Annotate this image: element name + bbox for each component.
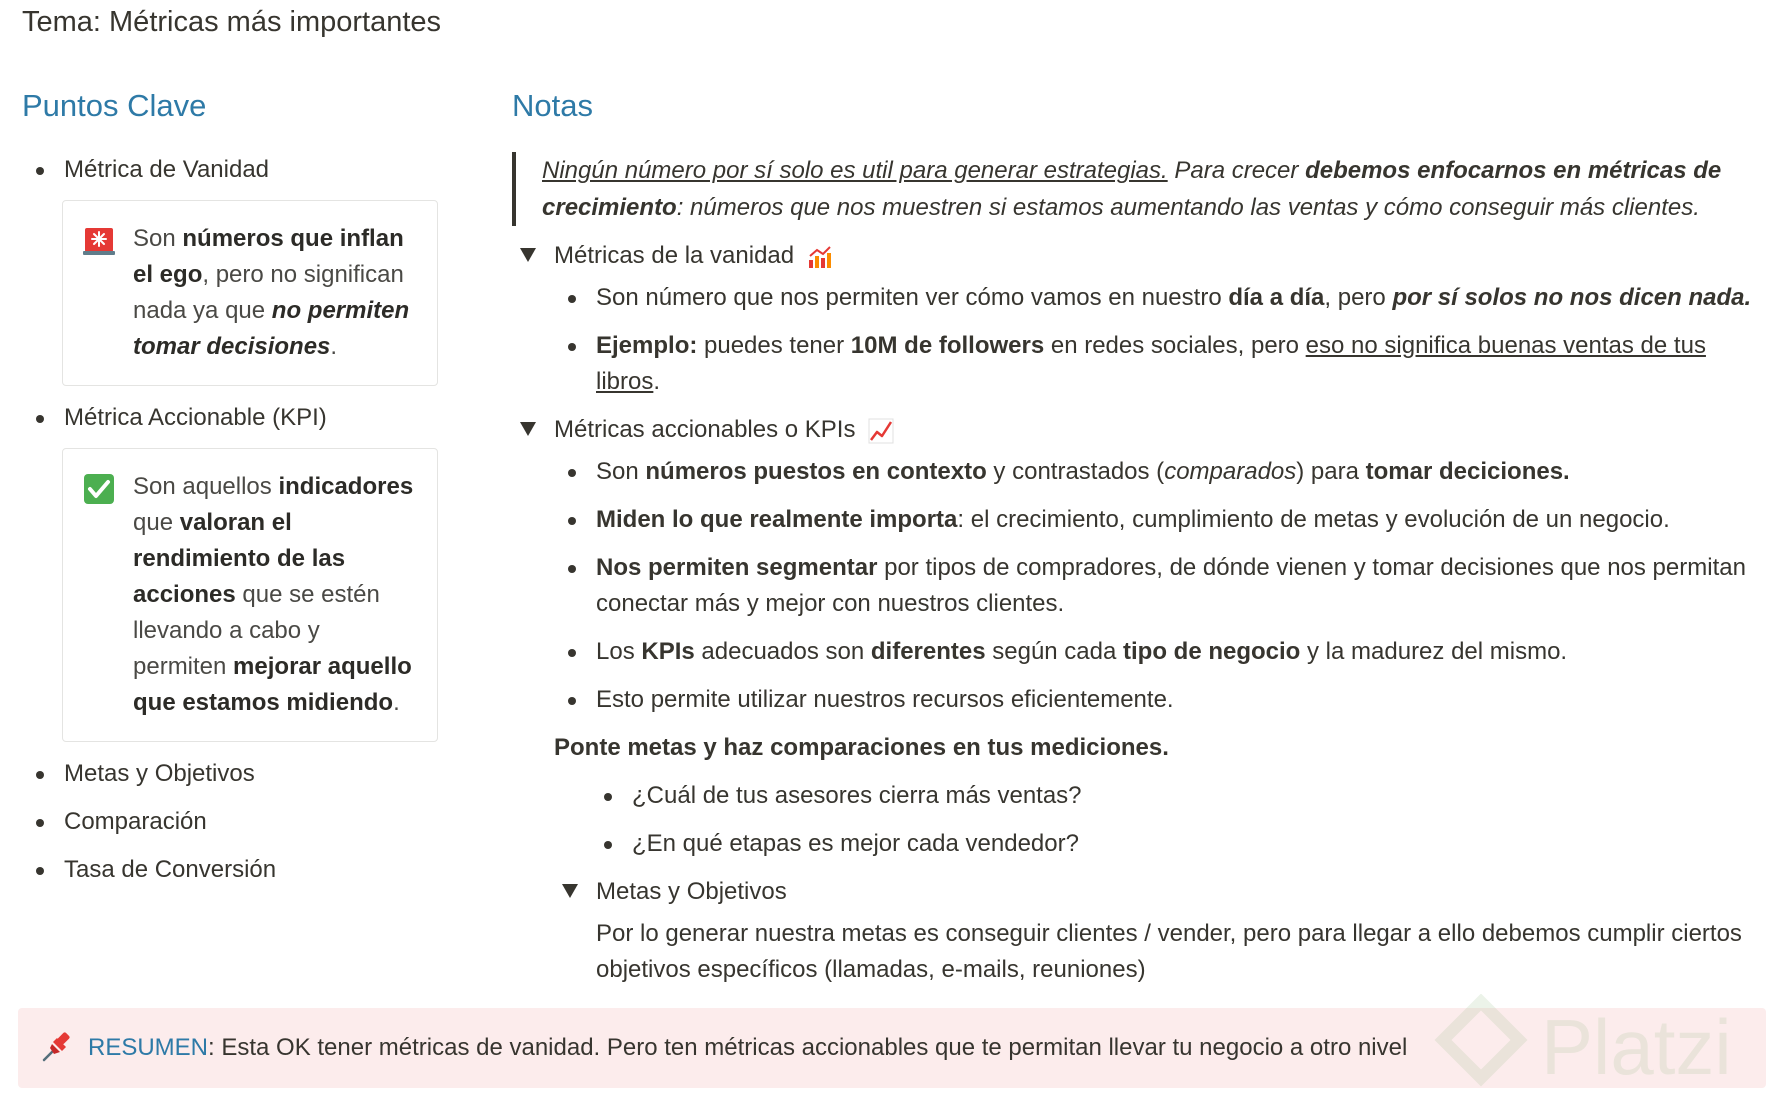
list-item: Esto permite utilizar nuestros recursos eficientemente. — [554, 682, 1752, 718]
callout-text: Son — [133, 225, 183, 252]
watermark-text: Platzi — [1541, 1003, 1732, 1091]
platzi-logo-icon — [1431, 994, 1531, 1094]
toggle-goals[interactable] — [554, 874, 1752, 910]
toggle-label: Métricas de la vanidad — [554, 242, 795, 269]
callout-text: que se estén llevando a cabo y permiten — [133, 581, 380, 680]
notes-heading: Notas — [512, 88, 593, 123]
quote-block — [512, 152, 1752, 226]
list-item: Son número que nos permiten ver cómo vamos en nuestro día a día, pero por sí solos no nos dicen nada. — [554, 280, 1752, 316]
summary-label: RESUMEN — [88, 1034, 209, 1061]
goals-toggle-wrapper — [512, 874, 1752, 988]
callout-text: Son aquellos — [133, 473, 279, 500]
notes-section — [512, 152, 1752, 1000]
list-item: Metas y Objetivos — [22, 756, 452, 792]
toggle-triangle-icon[interactable] — [562, 884, 578, 898]
quote-text: : números que nos muestren si estamos aumentando las ventas y cómo conseguir más clientes. — [676, 194, 1700, 221]
platzi-watermark — [1431, 994, 1761, 1094]
callout-bold: mejorar aquello que estamos midiendo — [133, 653, 412, 716]
list-item: Tasa de Conversión — [22, 852, 452, 888]
questions-list — [512, 778, 1752, 862]
callout-bold: indicadores — [278, 473, 414, 500]
callout-text: . — [393, 689, 400, 716]
page-title: Tema: Métricas más importantes — [22, 6, 442, 38]
list-item: Los KPIs adecuados son diferentes según cada tipo de negocio y la madurez del mismo. — [554, 634, 1752, 670]
callout-vanity — [62, 200, 438, 386]
callout-kpi — [62, 448, 438, 742]
list-item: Métrica de Vanidad — [22, 152, 452, 188]
toggle-kpi-metrics[interactable] — [512, 412, 1752, 448]
callout-bold-italic: no permiten tomar decisiones — [133, 297, 410, 360]
quote-underlined: Ningún número por sí solo es util para generar estrategias. — [542, 157, 1168, 184]
callout-bold: números que inflan el ego — [133, 225, 404, 288]
list-item: Nos permiten segmentar por tipos de compradores, de dónde vienen y tomar decisiones que nos permitan conectar más y mejor con nuestros clientes. — [554, 550, 1752, 622]
toggle-label: Métricas accionables o KPIs — [554, 416, 856, 443]
key-points-list — [22, 152, 452, 900]
summary-body: : Esta OK tener métricas de vanidad. Pero ten métricas accionables que te permitan llevar tu negocio a otro nivel — [208, 1034, 1408, 1061]
toggle-label: Metas y Objetivos — [596, 878, 787, 905]
callout-text: , pero no significan nada ya que — [133, 261, 404, 324]
toggle-vanity-metrics[interactable] — [512, 238, 1752, 274]
quote-text: Para crecer — [1167, 157, 1306, 184]
list-item: Miden lo que realmente importa: el crecimiento, cumplimiento de metas y evolución de un negocio. — [554, 502, 1752, 538]
callout-text: . — [330, 333, 338, 360]
chart-increasing-icon — [868, 418, 894, 444]
list-item: Son números puestos en contexto y contrastados (comparados) para tomar deciciones. — [554, 454, 1752, 490]
pushpin-icon — [40, 1030, 74, 1064]
toggle-triangle-icon[interactable] — [520, 422, 536, 436]
vanity-list — [512, 280, 1752, 400]
list-item: ¿Cuál de tus asesores cierra más ventas? — [590, 778, 1752, 814]
list-item: ¿En qué etapas es mejor cada vendedor? — [590, 826, 1752, 862]
check-mark-icon — [83, 473, 115, 505]
chart-icon — [807, 244, 833, 270]
list-item: Métrica Accionable (KPI) — [22, 400, 452, 436]
key-points-heading: Puntos Clave — [22, 88, 207, 123]
toggle-triangle-icon[interactable] — [520, 248, 536, 262]
list-item: Ejemplo: puedes tener 10M de followers en redes sociales, pero eso no significa buenas ventas de tus libros. — [554, 328, 1752, 400]
goals-heading: Ponte metas y haz comparaciones en tus mediciones. — [554, 734, 1169, 761]
list-item: Comparación — [22, 804, 452, 840]
quote-bold: debemos enfocarnos en métricas de crecimiento — [542, 157, 1722, 221]
callout-text: que — [133, 509, 180, 536]
goals-text: Por lo generar nuestra metas es conseguir clientes / vender, pero para llegar a ello debemos cumplir ciertos objetivos específicos (llamadas, e-mails, reuniones) — [596, 920, 1742, 983]
summary-text — [88, 1030, 1407, 1066]
kpi-list — [512, 454, 1752, 718]
callout-bold: valoran el rendimiento de las acciones — [133, 509, 346, 608]
siren-icon — [83, 225, 115, 257]
